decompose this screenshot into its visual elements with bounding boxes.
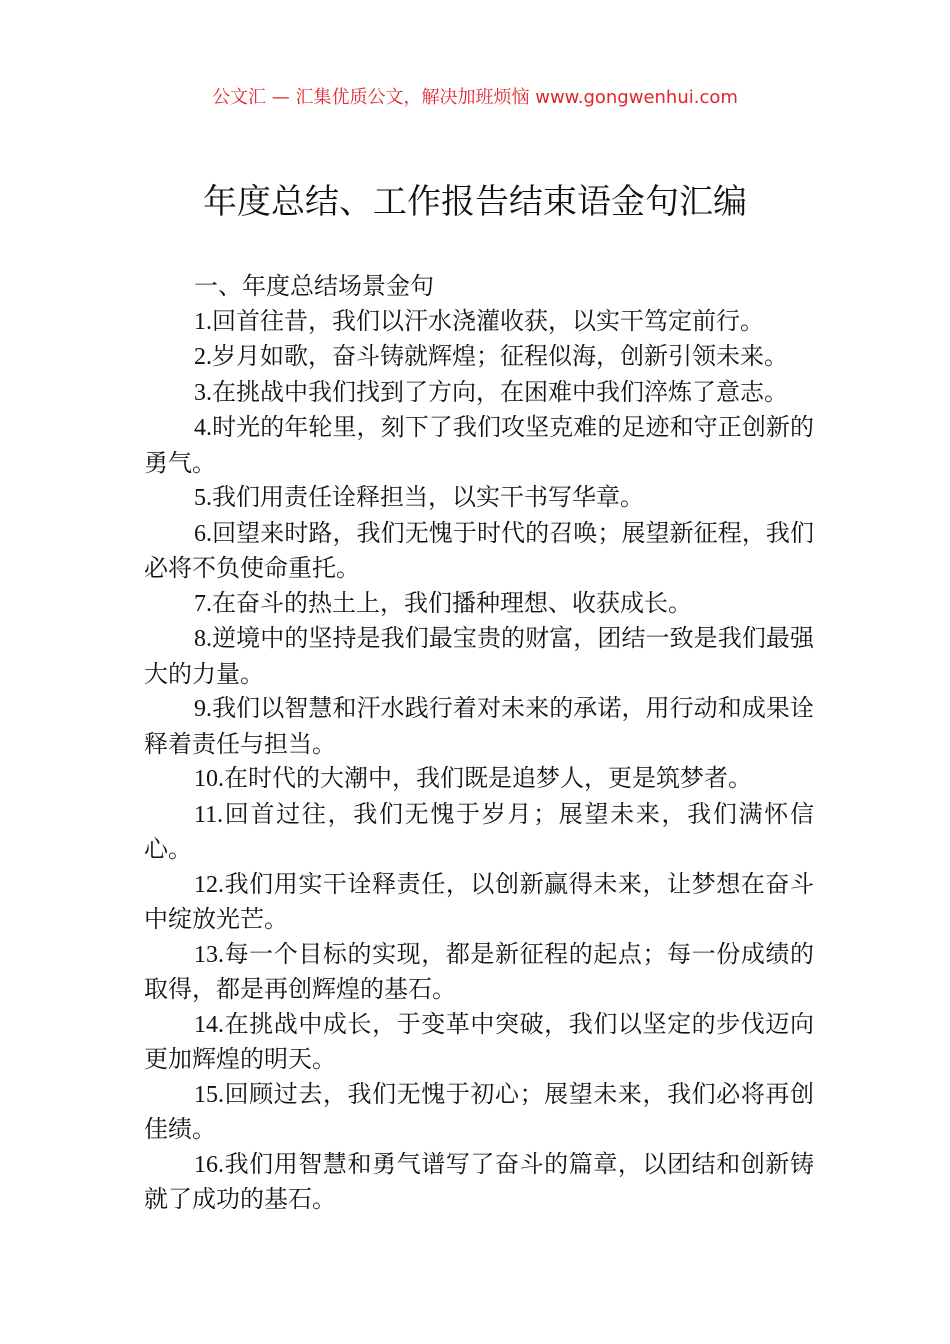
list-item: 12.我们用实干诠释责任，以创新赢得未来，让梦想在奋斗中绽放光芒。: [144, 869, 814, 933]
section-heading: 一、年度总结场景金句: [194, 272, 434, 300]
list-item: 1.回首往昔，我们以汗水浇灌收获，以实干笃定前行。: [194, 306, 764, 335]
list-item: 6.回望来时路，我们无愧于时代的召唤；展望新征程，我们必将不负使命重托。: [144, 518, 814, 582]
list-item: 8.逆境中的坚持是我们最宝贵的财富，团结一致是我们最强大的力量。: [144, 624, 814, 688]
list-item: 11.回首过往，我们无愧于岁月；展望未来，我们满怀信心。: [144, 799, 814, 863]
list-item: 13.每一个目标的实现，都是新征程的起点；每一份成绩的取得，都是再创辉煌的基石。: [144, 939, 814, 1003]
list-item: 3.在挑战中我们找到了方向，在困难中我们淬炼了意志。: [194, 377, 788, 406]
list-item: 14.在挑战中成长，于变革中突破，我们以坚定的步伐迈向更加辉煌的明天。: [144, 1009, 814, 1073]
list-item: 2.岁月如歌，奋斗铸就辉煌；征程似海，创新引领未来。: [194, 342, 788, 370]
list-item: 15.回顾过去，我们无愧于初心；展望未来，我们必将再创佳绩。: [144, 1079, 814, 1143]
document-body: [144, 269, 814, 1217]
page-title: 年度总结、工作报告结束语金句汇编: [203, 182, 747, 222]
list-item: 7.在奋斗的热土上，我们播种理想、收获成长。: [194, 588, 692, 617]
list-item: 16.我们用智慧和勇气谱写了奋斗的篇章，以团结和创新铸就了成功的基石。: [144, 1149, 814, 1213]
list-item: 10.在时代的大潮中，我们既是追梦人，更是筑梦者。: [194, 764, 752, 792]
header-banner: 公文汇 — 汇集优质公文，解决加班烦恼 www.gongwenhui.com: [212, 87, 738, 108]
list-item: 5.我们用责任诠释担当，以实干书写华章。: [194, 483, 644, 511]
list-item: 4.时光的年轮里，刻下了我们攻坚克难的足迹和守正创新的勇气。: [144, 413, 814, 477]
list-item: 9.我们以智慧和汗水践行着对未来的承诺，用行动和成果诠释着责任与担当。: [144, 694, 814, 758]
